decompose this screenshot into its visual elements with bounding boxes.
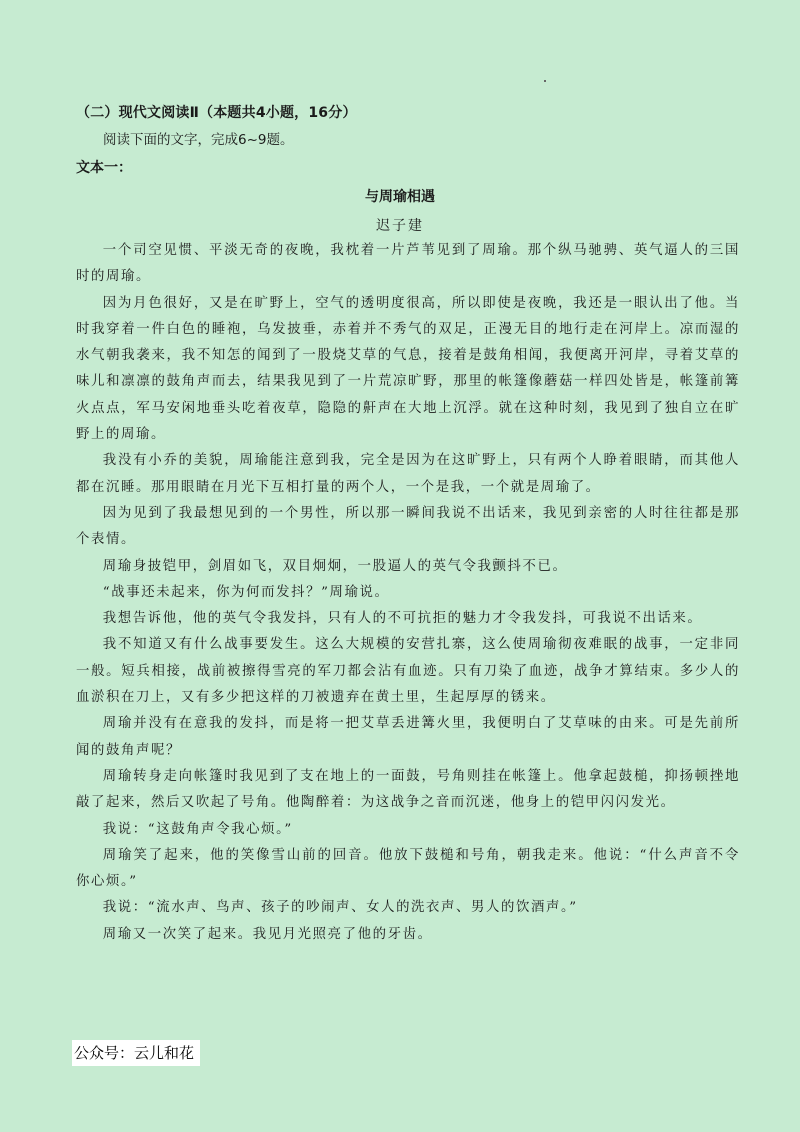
paragraph: 因为月色很好，又是在旷野上，空气的透明度很高，所以即使是夜晚，我还是一眼认出了他。当时我穿着一件白色的睡袍，乌发披垂，赤着并不秀气的双足，正漫无目的地行走在河岸上。凉而湿的水气朝我袭来，我不知怎的闻到了一股烧艾草的气息，接着是鼓角相闻，我便离开河岸，寻着艾草的味儿和凛凛的鼓角声而去，结果我见到了一片荒凉旷野，那里的帐篷像蘑菇一样四处皆是，帐篷前篝火点点，军马安闲地垂头吃着夜草，隐隐的鼾声在大地上沉浮。就在这种时刻，我见到了独自立在旷野上的周瑜。 bbox=[76, 295, 740, 443]
section-header: （二）现代文阅读Ⅱ（本题共4小题，16分） bbox=[76, 105, 357, 121]
paragraph: 周瑜并没有在意我的发抖，而是将一把艾草丢进篝火里，我便明白了艾草味的由来。可是先前所闻的鼓角声呢？ bbox=[76, 716, 740, 758]
paragraph: 周瑜笑了起来，他的笑像雪山前的回音。他放下鼓槌和号角，朝我走来。他说：“什么声音不令你心烦。” bbox=[76, 847, 740, 890]
paragraph: 因为见到了我最想见到的一个男性，所以那一瞬间我说不出话来，我见到亲密的人时往往都是那个表情。 bbox=[76, 505, 740, 548]
article-title: 与周瑜相遇 bbox=[365, 189, 435, 205]
paragraph: 我没有小乔的美貌，周瑜能注意到我，完全是因为在这旷野上，只有两个人睁着眼睛，而其他人都在沉睡。那用眼睛在月光下互相打量的两个人，一个是我，一个就是周瑜了。 bbox=[76, 453, 740, 495]
paragraph: 我想告诉他，他的英气令我发抖，只有人的不可抗拒的魅力才令我发抖，可我说不出话来。 bbox=[102, 611, 703, 627]
stray-dot bbox=[544, 80, 546, 82]
reading-instruction: 阅读下面的文字，完成6~9题。 bbox=[103, 132, 294, 148]
paragraph: 周瑜身披铠甲，剑眉如飞，双目炯炯，一股逼人的英气令我颤抖不已。 bbox=[102, 558, 568, 574]
paragraph: 周瑜又一次笑了起来。我见月光照亮了他的牙齿。 bbox=[102, 926, 433, 942]
article-author: 迟子建 bbox=[376, 218, 424, 234]
paragraph: 一个司空见惯、平淡无奇的夜晚，我枕着一片芦苇见到了周瑜。那个纵马驰骋、英气逼人的三国时的周瑜。 bbox=[76, 243, 740, 285]
paragraph: 我不知道又有什么战事要发生。这么大规模的安营扎寨，这么使周瑜彻夜难眠的战事，一定非同一般。短兵相接，战前被擦得雪亮的军刀都会沾有血迹。只有刀染了血迹，战争才算结束。多少人的血淤积在刀上，又有多少把这样的刀被遗弃在黄土里，生起厚厚的锈来。 bbox=[76, 637, 740, 706]
footer-watermark-badge: 公众号：云儿和花 bbox=[72, 1040, 200, 1066]
article-body bbox=[76, 238, 740, 948]
text-label: 文本一： bbox=[76, 160, 132, 176]
paragraph: 我说：“这鼓角声令我心烦。” bbox=[102, 821, 293, 837]
paragraph: “战事还未起来，你为何而发抖？”周瑜说。 bbox=[102, 584, 390, 600]
paragraph: 周瑜转身走向帐篷时我见到了支在地上的一面鼓，号角则挂在帐篷上。他拿起鼓槌，抑扬顿挫地敲了起来，然后又吹起了号角。他陶醉着：为这战争之音而沉迷，他身上的铠甲闪闪发光。 bbox=[76, 768, 740, 811]
paragraph: 我说：“流水声、鸟声、孩子的吵闹声、女人的洗衣声、男人的饮酒声。” bbox=[102, 900, 578, 916]
